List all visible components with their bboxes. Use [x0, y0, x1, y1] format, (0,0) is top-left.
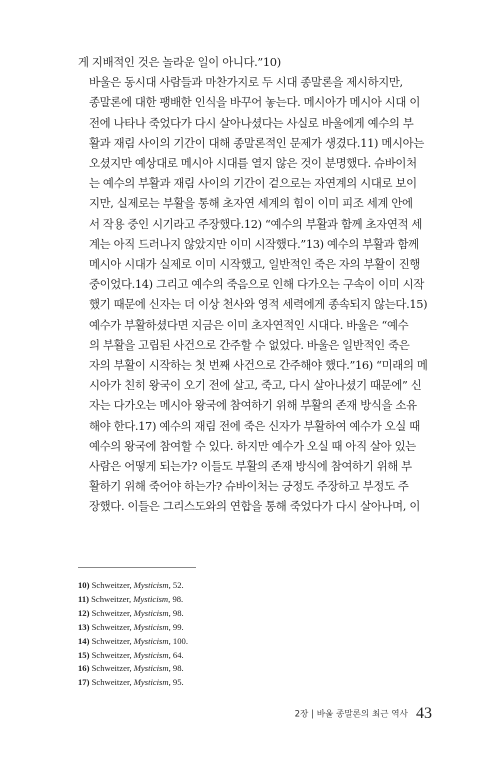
text-line: 게 지배적인 것은 놀라운 일이 아니다.”10) [78, 55, 281, 69]
footnote-page: , 64. [168, 649, 184, 660]
footnote-title: Mysticism [133, 677, 169, 688]
paragraph [78, 72, 428, 314]
footnote-number: 10) [78, 580, 90, 590]
footnote [78, 607, 378, 621]
text-line: 지만, 실제로는 부활을 통해 초자연 세계의 힘이 이미 피조 세계 안에 [89, 196, 413, 211]
footnote-title: Mysticism [133, 649, 169, 660]
text-line: 오셨지만 예상대로 메시아 시대를 열지 않은 것이 분명했다. 슈바이처 [89, 156, 417, 171]
text-line: 의 부활을 고립된 사건으로 간주할 수 없었다. 바울은 일반적인 죽은 [89, 337, 410, 352]
footnote-title: Mysticism [133, 593, 169, 604]
footnote [78, 676, 378, 690]
text-line: 바울은 동시대 사람들과 마찬가지로 두 시대 종말론을 제시하지만, [89, 75, 403, 90]
text-line: 계는 아직 드러나지 않았지만 이미 시작했다.”13) 예수의 부활과 함께 [89, 236, 419, 251]
footnote-title: Mysticism [133, 580, 169, 590]
text-line: 전에 나타나 죽었다가 다시 살아나셨다는 사실로 바울에게 예수의 부 [89, 115, 414, 130]
footnote-page: , 52. [168, 580, 184, 590]
footnote [78, 649, 378, 663]
text-line: 활과 재림 사이의 기간이 대해 종말론적인 문제가 생겼다.11) 메시아는 [89, 135, 424, 150]
footnote-number: 12) [78, 607, 90, 618]
text-line: 자는 다가오는 메시아 왕국에 참여하기 위해 부활의 존재 방식을 소유 [89, 398, 417, 413]
footnote-page: , 98. [168, 607, 184, 618]
footnote-author: Schweitzer, [91, 580, 132, 590]
footnote-page: , 98. [168, 663, 184, 674]
footnote-divider [78, 567, 196, 568]
footnote-number: 11) [78, 593, 89, 604]
footnote-number: 16) [78, 663, 90, 674]
footnote-author: Schweitzer, [91, 621, 132, 632]
text-line: 메시아 시대가 실제로 이미 시작했고, 일반적인 죽은 자의 부활이 진행 [89, 257, 421, 272]
footnotes [78, 579, 378, 690]
page-footer [280, 703, 432, 723]
footnote-page: , 95. [168, 677, 184, 688]
footnote-number: 17) [78, 677, 90, 688]
text-line: 했기 때문에 신자는 더 이상 천사와 영적 세력에게 종속되지 않는다.15) [89, 297, 428, 312]
footnote [78, 635, 378, 649]
text-line: 서 작용 중인 시기라고 주장했다.12) “예수의 부활과 함께 초자연적 세 [89, 216, 423, 231]
footnote-page: , 100. [168, 635, 188, 646]
footnote-author: Schweitzer, [91, 635, 132, 646]
running-footer-chapter: 2장 | 바울 종말론의 최근 역사 [294, 709, 408, 720]
footnote-author: Schweitzer, [91, 607, 132, 618]
footnote-title: Mysticism [133, 635, 169, 646]
footnote-title: Mysticism [133, 663, 169, 674]
paragraph [78, 315, 428, 517]
text-line: 사람은 어떻게 되는가? 이들도 부활의 존재 방식에 참여하기 위해 부 [89, 459, 412, 474]
footnote-author: Schweitzer, [91, 663, 132, 674]
text-line: 종말론에 대한 팽배한 인식을 바꾸어 놓는다. 메시아가 메시아 시대 이 [89, 95, 421, 110]
text-line: 중이었다.14) 그리고 예수의 죽음으로 인해 다가오는 구속이 이미 시작 [89, 277, 424, 292]
footnote [78, 579, 378, 593]
footnote [78, 621, 378, 635]
body-text [78, 52, 428, 517]
text-line: 는 예수의 부활과 재림 사이의 기간이 겉으로는 자연계의 시대로 보이 [89, 176, 417, 191]
footnote [78, 593, 378, 607]
footnote-author: Schweitzer, [91, 593, 132, 604]
footnote [78, 662, 378, 676]
paragraph [78, 52, 424, 72]
footnote-title: Mysticism [133, 621, 169, 632]
footnote-author: Schweitzer, [91, 677, 132, 688]
text-line: 해야 한다.17) 예수의 재림 전에 죽은 신자가 부활하여 예수가 오실 때 [89, 418, 420, 433]
footnote-title: Mysticism [133, 607, 169, 618]
text-line: 예수가 부활하셨다면 지금은 이미 초자연적인 시대다. 바울은 “예수 [89, 317, 409, 332]
page-number: 43 [416, 704, 432, 722]
footnote-author: Schweitzer, [91, 649, 132, 660]
text-line: 장했다. 이들은 그리스도와의 연합을 통해 죽었다가 다시 살아나며, 이 [89, 499, 421, 514]
footnote-page: , 98. [168, 593, 184, 604]
footnote-number: 13) [78, 621, 90, 632]
text-line: 예수의 왕국에 참여할 수 있다. 하지만 예수가 오실 때 아직 살아 있는 [89, 438, 416, 453]
text-line: 자의 부활이 시작하는 첫 번째 사건으로 간주해야 했다.”16) “미래의 메 [89, 358, 428, 373]
footnote-number: 14) [78, 635, 90, 646]
text-line: 시아가 친히 왕국이 오기 전에 살고, 죽고, 다시 살아나셨기 때문에” 신 [89, 378, 422, 393]
footnote-number: 15) [78, 649, 90, 660]
footnote-page: , 99. [168, 621, 184, 632]
text-line: 활하기 위해 죽어야 하는가? 슈바이처는 긍정도 주장하고 부정도 주 [89, 479, 409, 494]
